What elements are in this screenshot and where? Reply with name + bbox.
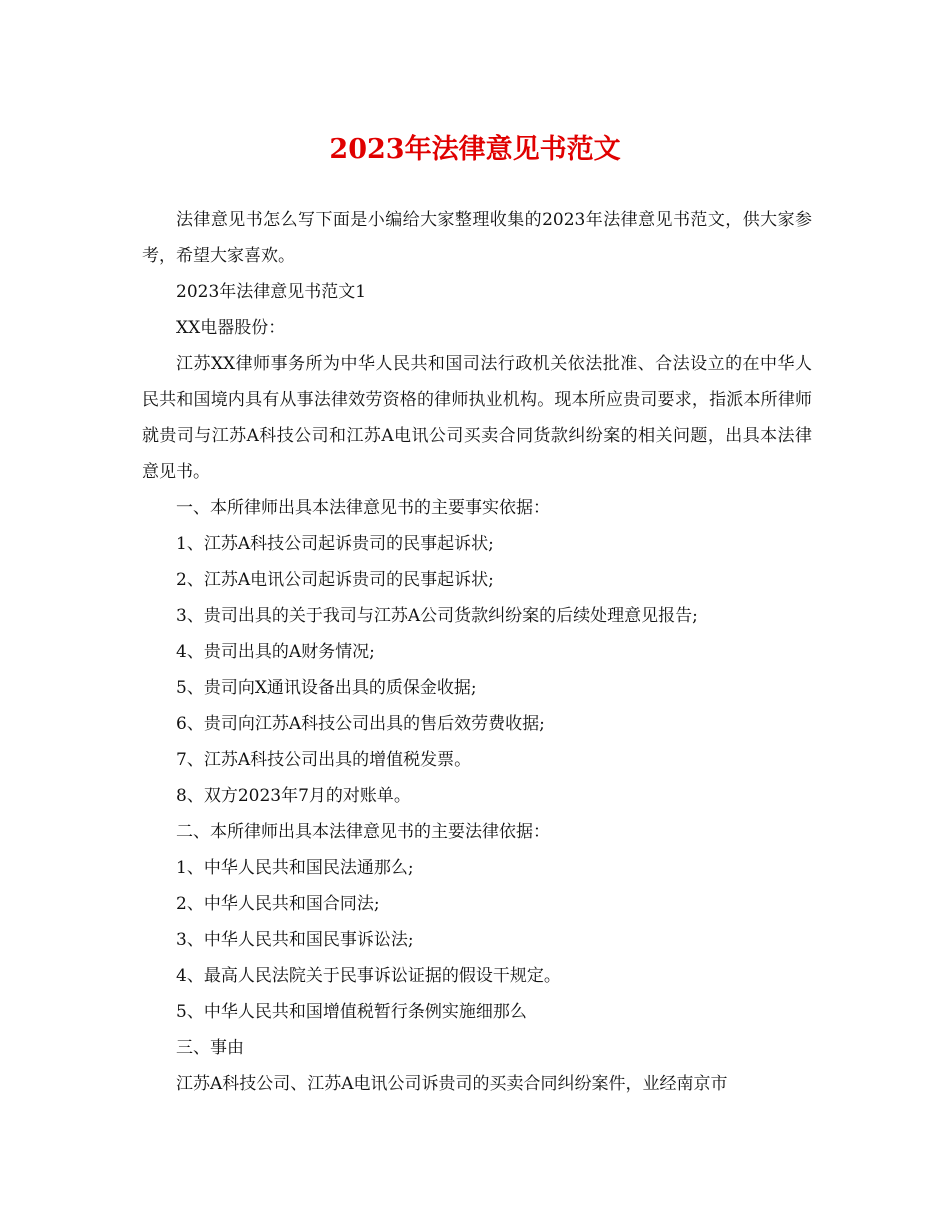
subsection-heading: 二、本所律师出具本法律意见书的主要法律依据： [176,822,550,842]
subsection-heading: 三、事由 [176,1038,244,1058]
list-item: 8、双方2023年7月的对账单。 [176,786,411,806]
list-item: 5、中华人民共和国增值税暂行条例实施细那么 [176,1002,527,1022]
list-item: 7、江苏A科技公司出具的增值税发票。 [176,750,472,770]
list-item: 5、贵司向X通讯设备出具的质保金收据; [176,678,477,698]
list-item: 3、贵司出具的关于我司与江苏A公司货款纠纷案的后续处理意见报告; [176,606,698,626]
body-paragraph: 江苏XX律师事务所为中华人民共和国司法行政机关依法批准、合法设立的在中华人民共和国境内具有从事法律效劳资格的律师执业机构。现本所应贵司要求，指派本所律师就贵司与江苏A科技公司和江苏A电讯公司买卖合同货款纠纷案的相关问题，出具本法律意见书。 [142,354,812,482]
list-item: 2、中华人民共和国合同法; [176,894,380,914]
list-item: 1、中华人民共和国民法通那么; [176,858,414,878]
list-item: 1、江苏A科技公司起诉贵司的民事起诉状; [176,534,494,554]
list-item: 2、江苏A电讯公司起诉贵司的民事起诉状; [176,570,494,590]
list-item: 4、贵司出具的A财务情况; [176,642,375,662]
intro-paragraph: 法律意见书怎么写下面是小编给大家整理收集的2023年法律意见书范文，供大家参考，希望大家喜欢。 [142,210,812,266]
document-title: 2023年法律意见书范文 [329,134,621,165]
list-item: 4、最高人民法院关于民事诉讼证据的假设干规定。 [176,966,561,986]
section-heading: 2023年法律意见书范文1 [176,282,367,302]
list-item: 6、贵司向江苏A科技公司出具的售后效劳费收据; [176,714,545,734]
list-item: 3、中华人民共和国民事诉讼法; [176,930,414,950]
addressee: XX电器股份： [176,318,286,338]
document-body [142,202,812,1102]
body-paragraph: 江苏A科技公司、江苏A电讯公司诉贵司的买卖合同纠纷案件，业经南京市 [176,1074,728,1094]
subsection-heading: 一、本所律师出具本法律意见书的主要事实依据： [176,498,550,518]
